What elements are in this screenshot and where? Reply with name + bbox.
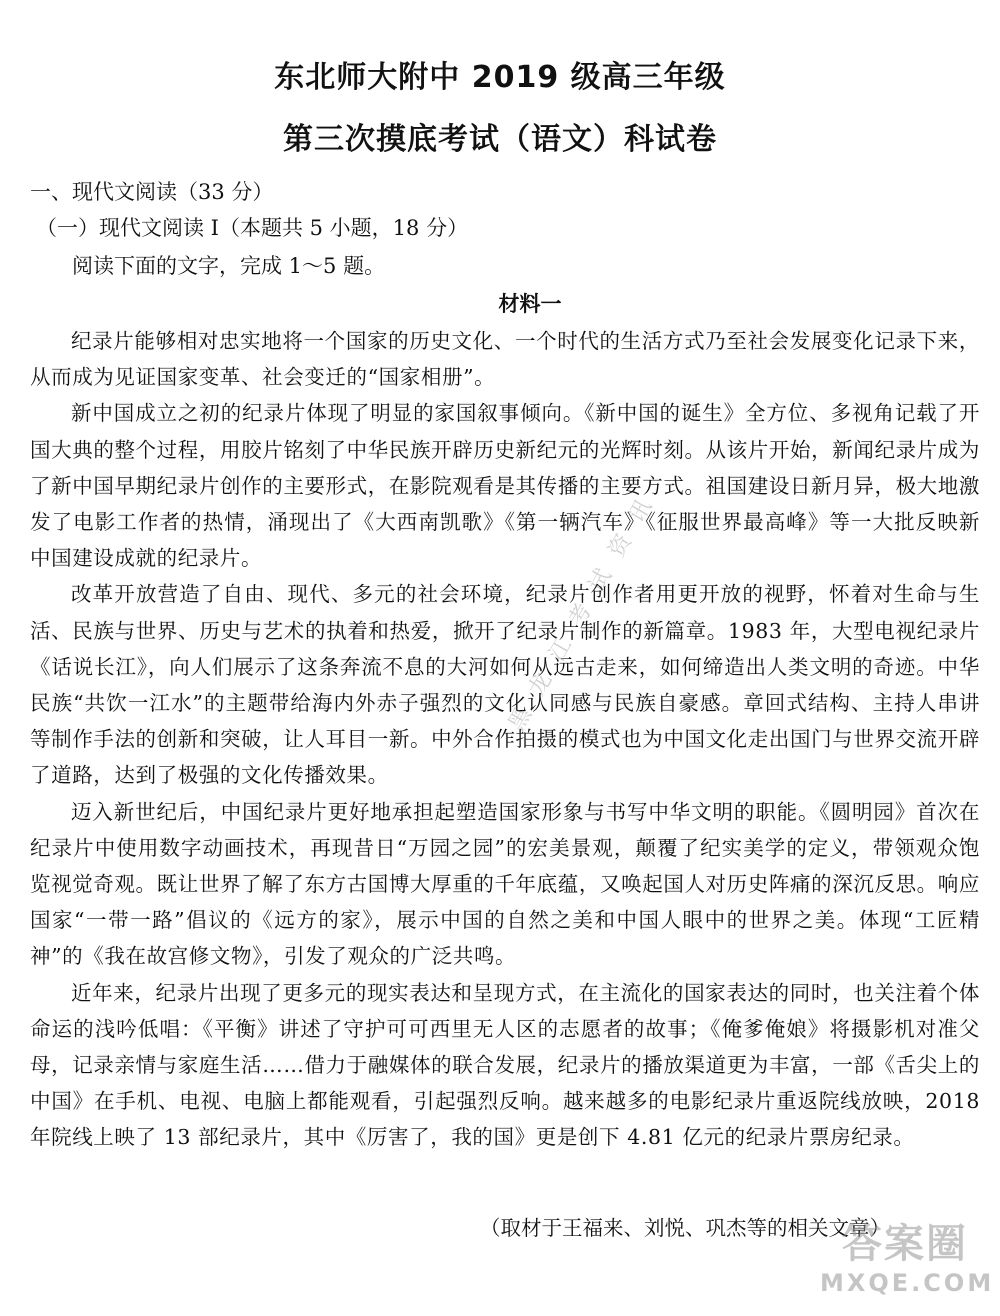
source-citation: （取材于王福来、刘悦、巩杰等的相关文章） bbox=[480, 1216, 890, 1240]
passage-paragraph: 迈入新世纪后，中国纪录片更好地承担起塑造国家形象与书写中华文明的职能。《圆明园》首次在纪录片中使用数字动画技术，再现昔日“万园之园”的宏美景观，颠覆了纪实美学的定义，带领观众饱览视觉奇观。既让世界了解了东方古国博大厚重的千年底蕴，又唤起国人对历史阵痛的深沉反思。响应国家“一带一路”倡议的《远方的家》，展示中国的自然之美和中国人眼中的世界之美。体现“工匠精神”的《我在故宫修文物》，引发了观众的广泛共鸣。 bbox=[30, 799, 980, 969]
section-heading: 一、现代文阅读（33 分） bbox=[30, 180, 274, 204]
passage-paragraph: 新中国成立之初的纪录片体现了明显的家国叙事倾向。《新中国的诞生》全方位、多视角记载了开国大典的整个过程，用胶片铭刻了中华民族开辟历史新纪元的光辉时刻。从该片开始，新闻纪录片成为了新中国早期纪录片创作的主要形式，在影院观看是其传播的主要方式。祖国建设日新月异，极大地激发了电影工作者的热情，涌现出了《大西南凯歌》《第一辆汽车》《征服世界最高峰》等一大批反映新中国建设成就的纪录片。 bbox=[30, 401, 980, 571]
exam-title-line1: 东北师大附中 2019 级高三年级 bbox=[274, 60, 726, 95]
passage-body bbox=[30, 323, 980, 1156]
exam-title-line2: 第三次摸底考试（语文）科试卷 bbox=[283, 122, 717, 157]
section-subheading: （一）现代文阅读 I（本题共 5 小题，18 分） bbox=[36, 216, 469, 240]
passage-paragraph: 近年来，纪录片出现了更多元的现实表达和呈现方式，在主流化的国家表达的同时，也关注着个体命运的浅吟低唱：《平衡》讲述了守护可可西里无人区的志愿者的故事；《俺爹俺娘》将摄影机对准父母，记录亲情与家庭生活……借力于融媒体的联合发展，纪录片的播放渠道更为丰富，一部《舌尖上的中国》在手机、电视、电脑上都能观看，引起强烈反响。越来越多的电影纪录片重返院线放映，2018 年院线上映了 13 部纪录片，其中《厉害了，我的国》更是创下 4.81 亿元的纪录片票房纪录。 bbox=[30, 980, 980, 1150]
reading-instruction: 阅读下面的文字，完成 1～5 题。 bbox=[72, 254, 386, 278]
watermark-logo-text: 答案圈 bbox=[842, 1221, 968, 1267]
passage-paragraph: 纪录片能够相对忠实地将一个国家的历史文化、一个时代的生活方式乃至社会发展变化记录下来，从而成为见证国家变革、社会变迁的“国家相册”。 bbox=[30, 329, 980, 390]
passage-paragraph: 改革开放营造了自由、现代、多元的社会环境，纪录片创作者用更开放的视野，怀着对生命与生活、民族与世界、历史与艺术的执着和热爱，掀开了纪录片制作的新篇章。1983 年，大型电视纪录片《话说长江》，向人们展示了这条奔流不息的大河如何从远古走来，如何缔造出人类文明的奇迹。中华民族“共饮一江水”的主题带给海内外赤子强烈的文化认同感与民族自豪感。章回式结构、主持人串讲等制作手法的创新和突破，让人耳目一新。中外合作拍摄的模式也为中国文化走出国门与世界交流开辟了道路，达到了极强的文化传播效果。 bbox=[30, 582, 980, 788]
diagonal-watermark: 黑龙江考试资讯 bbox=[504, 479, 666, 735]
watermark-url-text: MXQE.COM bbox=[820, 1269, 995, 1297]
material-title: 材料一 bbox=[498, 291, 562, 316]
corner-watermark-logo bbox=[820, 1220, 995, 1310]
